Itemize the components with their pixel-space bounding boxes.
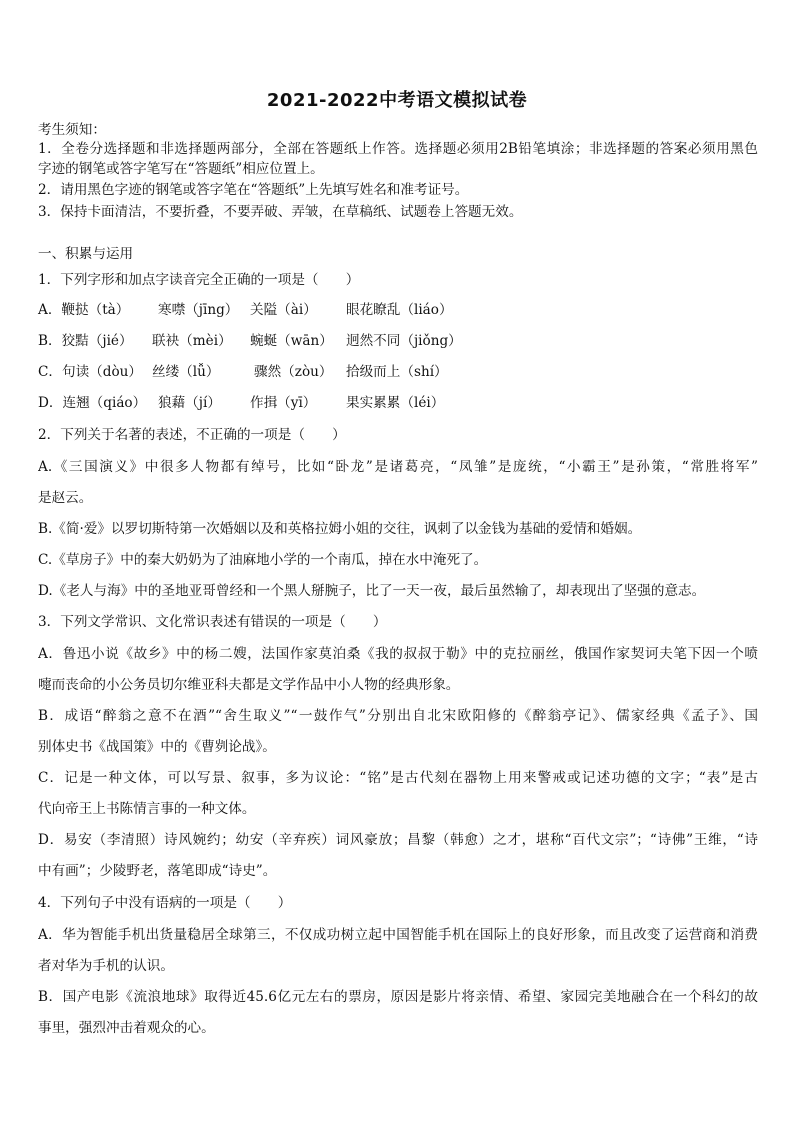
notice-line-2: 2．请用黑色字迹的钢笔或答字笔在“答题纸”上先填写姓名和准考证号。 <box>38 182 469 198</box>
q1-option-b-2: 联袂（mèi） <box>152 333 232 349</box>
notice-heading: 考生须知： <box>38 122 106 138</box>
q2-option-c: C.《草房子》中的秦大奶奶为了油麻地小学的一个南瓜，掉在水中淹死了。 <box>38 552 488 568</box>
q4-stem: 4．下列句子中没有语病的一项是（ ） <box>38 895 292 911</box>
q1-option-a-4: 眼花瞭乱（liáo） <box>346 302 453 318</box>
q1-option-a-2: 寒噤（jīng） <box>158 302 239 318</box>
q3-option-a: A．鲁迅小说《故乡》中的杨二嫂，法国作家莫泊桑《我的叔叔于勒》中的克拉丽丝，俄国作家契诃夫笔下因一个喷 <box>38 646 758 662</box>
q3-option-a-cont: 嚏而丧命的小公务员切尔维亚科夫都是文学作品中小人物的经典形象。 <box>38 677 460 693</box>
q3-option-d: D．易安（李清照）诗风婉约；幼安（辛弃疾）词风豪放；昌黎（韩愈）之才，堪称“百代文宗”；“诗佛”王维，“诗 <box>38 832 758 848</box>
q1-option-a-1: A．鞭挞（tà） <box>38 302 130 318</box>
q1-option-d-1: D．连翘（qiáo） <box>38 395 147 411</box>
q1-option-d-4: 果实累累（léi） <box>346 395 445 411</box>
q2-option-a: A.《三国演义》中很多人物都有绰号，比如“卧龙”是诸葛亮，“凤雏”是庞统，“小霸王”是孙策，“常胜将军” <box>38 459 758 475</box>
notice-line-1-cont: 字迹的钢笔或答字笔写在“答题纸”相应位置上。 <box>38 161 324 177</box>
q1-option-c-2: 丝缕（lǚ） <box>152 364 220 380</box>
q1-option-a-3: 关隘（ài） <box>250 302 317 318</box>
q4-option-a: A．华为智能手机出货量稳居全球第三，不仅成功树立起中国智能手机在国际上的良好形象，而且改变了运营商和消费 <box>38 927 758 943</box>
q1-option-c-4: 拾级而上（shí） <box>346 364 448 380</box>
q2-stem: 2．下列关于名著的表述，不正确的一项是（ ） <box>38 427 346 443</box>
notice-line-1: 1．全卷分选择题和非选择题两部分，全部在答题纸上作答。选择题必须用2B铅笔填涂；非选择题的答案必须用黑色 <box>38 141 758 157</box>
exam-title: 2021-2022中考语文模拟试卷 <box>266 90 528 111</box>
q3-option-c-cont: 代向帝王上书陈情言事的一种文体。 <box>38 801 256 817</box>
q2-option-a-cont: 是赵云。 <box>38 490 93 506</box>
q3-option-d-cont: 中有画”；少陵野老，落笔即成“诗史”。 <box>38 863 277 879</box>
q4-option-b: B．国产电影《流浪地球》取得近45.6亿元左右的票房，原因是影片将亲情、希望、家园完美地融合在一个科幻的故 <box>38 989 758 1005</box>
q4-option-a-cont: 者对华为手机的认识。 <box>38 958 174 974</box>
q3-option-b-cont: 别体史书《战国策》中的《曹刿论战》。 <box>38 739 276 755</box>
notice-line-3: 3．保持卡面清洁，不要折叠，不要弄破、弄皱，在草稿纸、试题卷上答题无效。 <box>38 204 523 220</box>
q1-option-d-2: 狼藉（jí） <box>158 395 221 411</box>
q1-option-c-3: 骤然（zòu） <box>254 364 333 380</box>
q3-option-b: B．成语“醉翁之意不在酒”“舍生取义”“一鼓作气”分别出自北宋欧阳修的《醉翁亭记》、儒家经典《孟子》、国 <box>38 708 758 724</box>
q1-option-b-3: 蜿蜒（wān） <box>250 333 333 349</box>
q3-option-c: C．记是一种文体，可以写景、叙事，多为议论：“铭”是古代刻在器物上用来警戒或记述功德的文字；“表”是古 <box>38 770 758 786</box>
q4-option-b-cont: 事里，强烈冲击着观众的心。 <box>38 1020 215 1036</box>
section-heading: 一、积累与运用 <box>38 246 134 262</box>
q1-option-b-1: B．狡黠（jié） <box>38 333 133 349</box>
q2-option-b: B.《简·爱》以罗切斯特第一次婚姻以及和英格拉姆小姐的交往，讽刺了以金钱为基础的爱情和婚姻。 <box>38 521 642 537</box>
q3-stem: 3．下列文学常识、文化常识表述有错误的一项是（ ） <box>38 614 387 630</box>
q1-stem: 1．下列字形和加点字读音完全正确的一项是（ ） <box>38 272 360 288</box>
q2-option-d: D.《老人与海》中的圣地亚哥曾经和一个黑人掰腕子，比了一天一夜，最后虽然输了，却表现出了坚强的意志。 <box>38 583 706 599</box>
q1-option-b-4: 迥然不同（jiǒng） <box>346 333 462 349</box>
q1-option-d-3: 作揖（yī） <box>250 395 317 411</box>
q1-option-c-1: C．句读（dòu） <box>38 364 143 380</box>
